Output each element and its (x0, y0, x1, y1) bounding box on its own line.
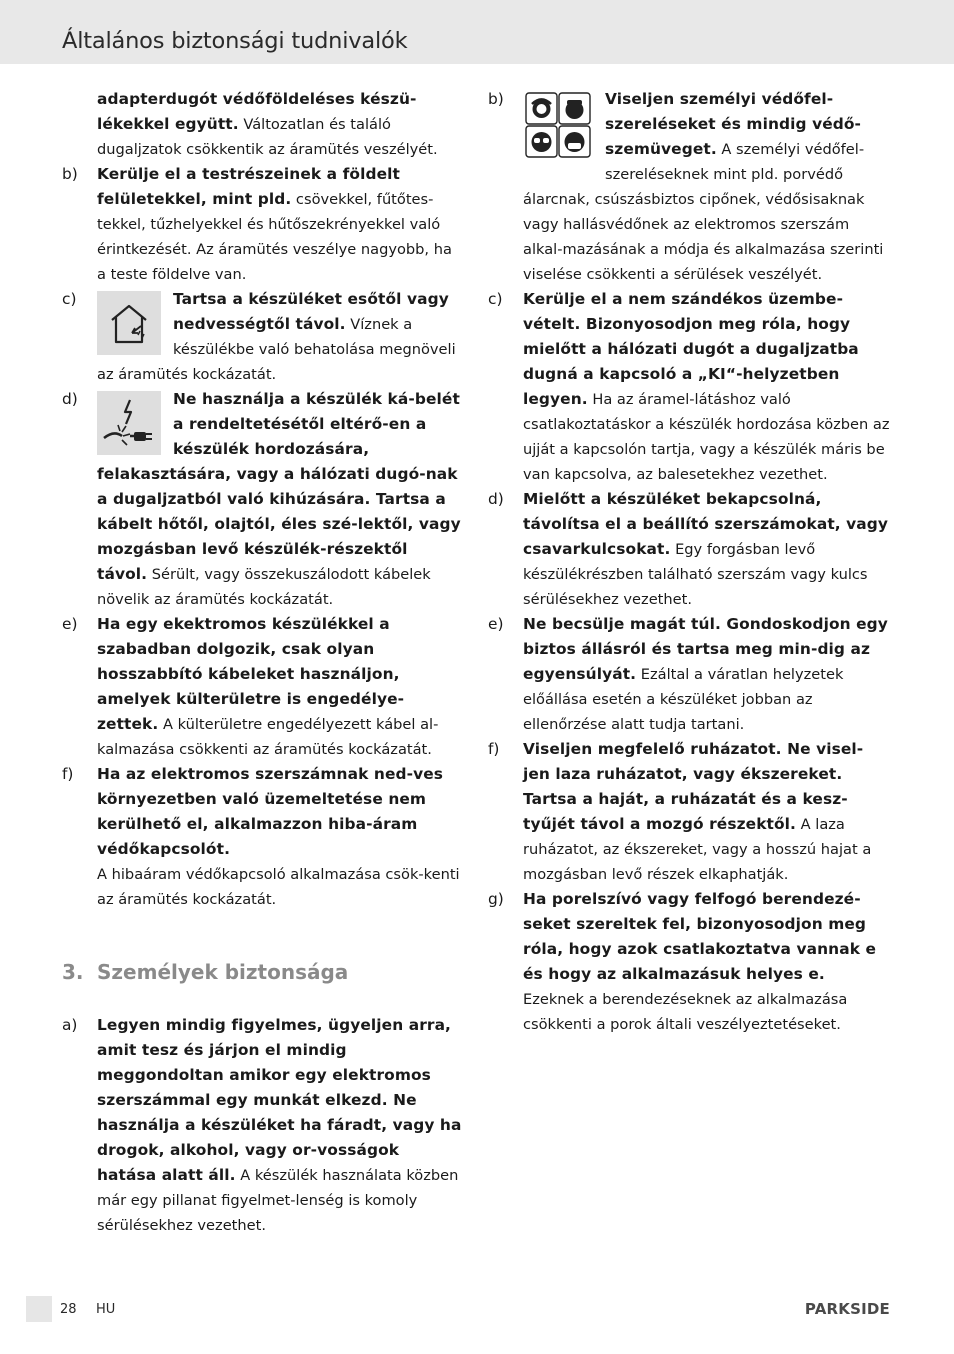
item-text: csövekkel, fűtőtes-tekkel, tűzhelyekkel és hűtőszekrényekkel való érintkezését. Az áramütés veszélye nagyobb, ha a teste földelve van. (97, 191, 452, 283)
item-text: A hibaáram védőkapcsoló alkalmazása csök-kenti az áramütés kockázatát. (97, 866, 460, 908)
list-item (62, 287, 462, 387)
item-text: A laza ruházatot, az ékszereket, vagy a hosszú hajat a mozgásban levő részek elkaphatják. (523, 816, 872, 883)
item-label: f) (62, 765, 74, 783)
damaged-cable-icon (97, 391, 161, 455)
item-text: A készülék használata közben már egy pillanat figyelmet-lenség is komoly sérülésekhez vezethet. (97, 1167, 459, 1234)
list-item (488, 287, 890, 487)
item-text: Ha az áramel-látáshoz való csatlakoztatáskor a készülék hordozása közben az ujját a kapcsolón tartja, vagy a készülék máris be van kapcsolva, az balesetekhez vezethet. (523, 391, 890, 483)
item-label: b) (62, 165, 78, 183)
list-item (488, 87, 890, 287)
page-header (0, 0, 954, 64)
item-label: e) (62, 615, 78, 633)
item-label: g) (488, 890, 504, 908)
list-item (62, 162, 462, 287)
list-item (62, 387, 462, 612)
protective-equipment-icon (523, 91, 593, 159)
item-text: A külterületre engedélyezett kábel al-kalmazása csökkenti az áramütés kockázatát. (97, 716, 439, 758)
language-code: HU (96, 1302, 116, 1317)
item-text: Ezáltal a váratlan helyzetek előállása esetén a készüléket jobban az ellenőrzése alatt tudja tartani. (523, 666, 844, 733)
item-text: Víznek a készülékbe való behatolása megnöveli az áramütés kockázatát. (97, 316, 456, 383)
item-text: Ezeknek a berendezéseknek az alkalmazása csökkenti a porok általi veszélyeztetéseket. (523, 991, 848, 1033)
item-label: c) (488, 290, 503, 308)
item-label: b) (488, 90, 504, 108)
section-number: 3. (62, 960, 84, 984)
item-label: e) (488, 615, 504, 633)
item-bold-text: Ne becsülje magát túl. Gondoskodjon egy biztos állásról és tartsa meg min-dig az egyensúlyát. (523, 615, 888, 683)
list-item (62, 1013, 462, 1238)
list-item (488, 887, 890, 1037)
page-number: 28 (60, 1302, 77, 1317)
footer-marker (26, 1296, 52, 1322)
list-item (62, 87, 462, 162)
house-rain-icon (97, 291, 161, 355)
item-bold-text: Legyen mindig figyelmes, ügyeljen arra, amit tesz és járjon el mindig meggondoltan amikor egy elektromos szerszámmal egy munkát elkezd. Ne használja a készüléket ha fáradt, vagy ha drogok, alkohol, vagy or-vosságok hatása alatt áll. (97, 1016, 462, 1184)
item-text: Változatlan és találó dugaljzatok csökkentik az áramütés veszélyét. (97, 116, 438, 158)
item-bold-text: Tartsa a készüléket esőtől vagy nedvességtől távol. (173, 290, 449, 333)
list-item (488, 612, 890, 737)
section-title: Személyek biztonsága (97, 960, 349, 984)
item-bold-text: Ne használja a készülék ká-belét a rendeltetésétől eltérő-en a készülék hordozására, felakasztására, vagy a hálózati dugó-nak a dugaljzatból való kihúzására. Tartsa a kábelt hőtől, olajtól, éles szé-lektől, vagy mozgásban levő készülék-részektől távol. (97, 390, 461, 583)
list-item (62, 612, 462, 762)
item-label: d) (62, 390, 78, 408)
item-bold-text: Mielőtt a készüléket bekapcsolná, távolítsa el a beállító szerszámokat, vagy csavarkulcsokat. (523, 490, 889, 558)
item-bold-text: Ha egy ekektromos készülékkel a szabadban dolgozik, csak olyan hosszabbító kábeleket használjon, amelyek külterületre is engedélye-zettek. (97, 615, 405, 733)
item-label: d) (488, 490, 504, 508)
list-item (488, 737, 890, 887)
list-item (62, 762, 462, 912)
list-item (488, 487, 890, 612)
page-title: Általános biztonsági tudnivalók (62, 28, 408, 54)
item-bold-text: Ha az elektromos szerszámnak ned-ves környezetben való üzemeltetése nem kerülhető el, alkalmazzon hiba-áram védőkapcsolót. (97, 765, 444, 858)
item-text: Egy forgásban levő készülékrészben található szerszám vagy kulcs sérülésekhez vezethet. (523, 541, 868, 608)
brand-logo: PARKSIDE (804, 1300, 890, 1318)
item-bold-text: Viseljen megfelelő ruházatot. Ne visel-jen laza ruházatot, vagy ékszereket. Tartsa a haját, a ruházatát és a kesz-tyűjét távol a mozgó részektől. (523, 740, 864, 833)
section-heading (62, 959, 462, 985)
item-bold-text: Kerülje el a nem szándékos üzembe-vételt. Bizonyosodjon meg róla, hogy mielőtt a hálózati dugót a dugaljzatba dugná a kapcsoló a „KI“-helyzetben legyen. (523, 290, 859, 408)
item-text: Sérült, vagy összekuszálodott kábelek növelik az áramütés kockázatát. (97, 566, 431, 608)
item-bold-text: Viseljen személyi védőfel-szereléseket és mindig védő-szemüveget. (605, 90, 862, 158)
item-label: c) (62, 290, 77, 308)
item-bold-text: Ha porelszívó vagy felfogó berendezé-seket szereltek fel, bizonyosodjon meg róla, hogy azok csatlakoztatva vannak e és hogy az alkalmazásuk helyes e. (523, 890, 877, 983)
item-label: a) (62, 1016, 78, 1034)
right-column (488, 87, 890, 1037)
item-bold-text: Kerülje el a testrészeinek a földelt felületekkel, mint pld. (97, 165, 400, 208)
item-label: f) (488, 740, 500, 758)
item-bold-text: adapterdugót védőföldeléses készü-lékekkel együtt. (97, 90, 417, 133)
item-text: A személyi védőfel-szereléseknek mint pld. porvédő álarcnak, csúszásbiztos cipőnek, védősisaknak vagy hallásvédőnek az elektromos szerszám alkal-mazásának a módja és alkalmazása szerinti viselése csökkenti a sérülések veszélyét. (523, 141, 884, 283)
left-column (62, 87, 462, 1238)
